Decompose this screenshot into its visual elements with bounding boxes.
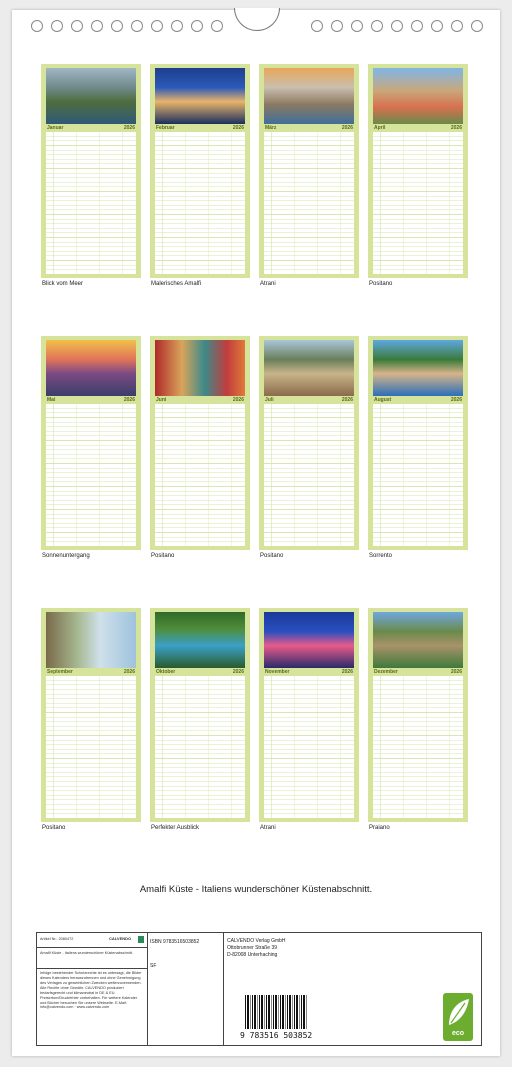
binding-hole [411, 20, 423, 32]
binding-hole [431, 20, 443, 32]
month-card-juni [150, 336, 250, 550]
month-name: Mai [47, 397, 56, 403]
binding-hole [31, 20, 43, 32]
barcode [245, 995, 307, 1029]
month-year: 2026 [123, 125, 135, 131]
planner-grid [155, 676, 245, 818]
month-card-september [41, 608, 141, 822]
month-header [46, 396, 136, 404]
legal-text: Infolge bestehender Schutzrechte ist es untersagt, die Bilder dieses Kalenders herauszutrennen und ohne Genehmigung des Verlages zu gewerblichen Zwecken weiterzuverwenden. Alle Rechte ohne Gewähr. CALVENDO produziert bedarfsgerecht und klimaneutral in DE & EU. Preisirrtum/Druckfehler vorbehalten. Für weitere Kalender und Bücher besuchen Sie unsere Webseite. E-Mail: info@calvendo.com · www.calvendo.com [40, 971, 142, 1010]
month-photo [264, 340, 354, 396]
planner-grid [155, 132, 245, 274]
month-year: 2026 [341, 397, 353, 403]
month-caption: Positano [369, 281, 393, 287]
month-name: März [265, 125, 277, 131]
month-header [264, 396, 354, 404]
binding-hole [151, 20, 163, 32]
publisher-street: Ottobrunner Straße 39 [227, 945, 278, 951]
month-photo [373, 68, 463, 124]
month-header [373, 668, 463, 676]
planner-grid [46, 676, 136, 818]
month-caption: Positano [42, 825, 66, 831]
binding-hole [111, 20, 123, 32]
footer-info-column [37, 933, 148, 1045]
leaf-icon [443, 995, 473, 1031]
month-caption: Malerisches Amalfi [151, 281, 202, 287]
binding-hole [71, 20, 83, 32]
planner-grid [46, 132, 136, 274]
month-header [373, 124, 463, 132]
month-card-januar [41, 64, 141, 278]
month-card-oktober [150, 608, 250, 822]
month-card-juli [259, 336, 359, 550]
product-title-small: Amalfi Küste - Italiens wunderschöner Küstenabschnitt. [40, 951, 133, 955]
month-header [264, 668, 354, 676]
planner-grid [264, 676, 354, 818]
month-name: September [47, 669, 73, 675]
month-card-dezember [368, 608, 468, 822]
eco-badge [443, 993, 473, 1041]
planner-grid [264, 132, 354, 274]
binding-hole [471, 20, 483, 32]
month-card-maerz [259, 64, 359, 278]
publisher-name: CALVENDO Verlag GmbH [227, 938, 286, 944]
sf-code: SF [150, 963, 157, 969]
month-card-februar [150, 64, 250, 278]
binding-hole [331, 20, 343, 32]
month-name: Juni [156, 397, 167, 403]
isbn: ISBN 9783516503852 [150, 939, 200, 945]
month-photo [46, 68, 136, 124]
binding-hole [451, 20, 463, 32]
month-caption: Atrani [260, 281, 276, 287]
month-name: Juli [265, 397, 274, 403]
planner-grid [373, 404, 463, 546]
publisher-city: D-82008 Unterhaching [227, 952, 278, 958]
month-name: Februar [156, 125, 175, 131]
binding-hole [191, 20, 203, 32]
planner-grid [155, 404, 245, 546]
month-photo [155, 340, 245, 396]
eco-label: eco [451, 1030, 465, 1037]
month-photo [46, 612, 136, 668]
month-name: November [265, 669, 290, 675]
article-row [37, 933, 147, 948]
month-card-mai [41, 336, 141, 550]
month-caption: Sonnenuntergang [42, 553, 90, 559]
month-header [46, 124, 136, 132]
month-photo [264, 612, 354, 668]
month-caption: Positano [151, 553, 175, 559]
month-year: 2026 [123, 397, 135, 403]
month-header [155, 668, 245, 676]
month-photo [373, 340, 463, 396]
calvendo-logo-icon [138, 936, 144, 943]
month-year: 2026 [450, 397, 462, 403]
month-header [264, 124, 354, 132]
month-name: Dezember [374, 669, 398, 675]
binding-hole [91, 20, 103, 32]
month-caption: Praiano [369, 825, 390, 831]
month-header [155, 396, 245, 404]
footer-divider [37, 968, 147, 969]
month-photo [264, 68, 354, 124]
month-card-april [368, 64, 468, 278]
binding-hole [51, 20, 63, 32]
month-year: 2026 [123, 669, 135, 675]
calendar-title: Amalfi Küste - Italiens wunderschöner Küstenabschnitt. [139, 884, 373, 895]
calendar-page [12, 10, 500, 1056]
footer-isbn-column [147, 933, 224, 1045]
binding-hole [171, 20, 183, 32]
month-photo [373, 612, 463, 668]
month-caption: Positano [260, 553, 284, 559]
month-year: 2026 [232, 669, 244, 675]
month-name: Oktober [156, 669, 176, 675]
month-name: April [374, 125, 386, 131]
month-card-november [259, 608, 359, 822]
month-year: 2026 [341, 669, 353, 675]
month-photo [155, 612, 245, 668]
month-year: 2026 [341, 125, 353, 131]
month-name: August [374, 397, 392, 403]
month-caption: Sorrento [369, 553, 393, 559]
binding-hole [351, 20, 363, 32]
month-year: 2026 [232, 125, 244, 131]
month-header [46, 668, 136, 676]
planner-grid [46, 404, 136, 546]
month-photo [155, 68, 245, 124]
footer-publisher-column [224, 933, 481, 1045]
month-card-august [368, 336, 468, 550]
planner-grid [264, 404, 354, 546]
planner-grid [373, 676, 463, 818]
calvendo-logo: CALVENDO [109, 936, 132, 941]
binding-hole [211, 20, 223, 32]
month-name: Januar [47, 125, 64, 131]
month-caption: Atrani [260, 825, 276, 831]
month-year: 2026 [450, 125, 462, 131]
month-photo [46, 340, 136, 396]
month-header [373, 396, 463, 404]
binding-hole [131, 20, 143, 32]
product-info-footer [36, 932, 482, 1046]
barcode-number: 9 783516 503852 [240, 1031, 313, 1040]
month-header [155, 124, 245, 132]
binding-hole [371, 20, 383, 32]
binding-hole [391, 20, 403, 32]
month-caption: Perfekter Ausblick [151, 825, 200, 831]
article-number: Artikel Nr.: 2080472 [40, 937, 74, 941]
binding-hole [311, 20, 323, 32]
planner-grid [373, 132, 463, 274]
month-year: 2026 [450, 669, 462, 675]
month-caption: Blick vom Meer [42, 281, 84, 287]
month-year: 2026 [232, 397, 244, 403]
